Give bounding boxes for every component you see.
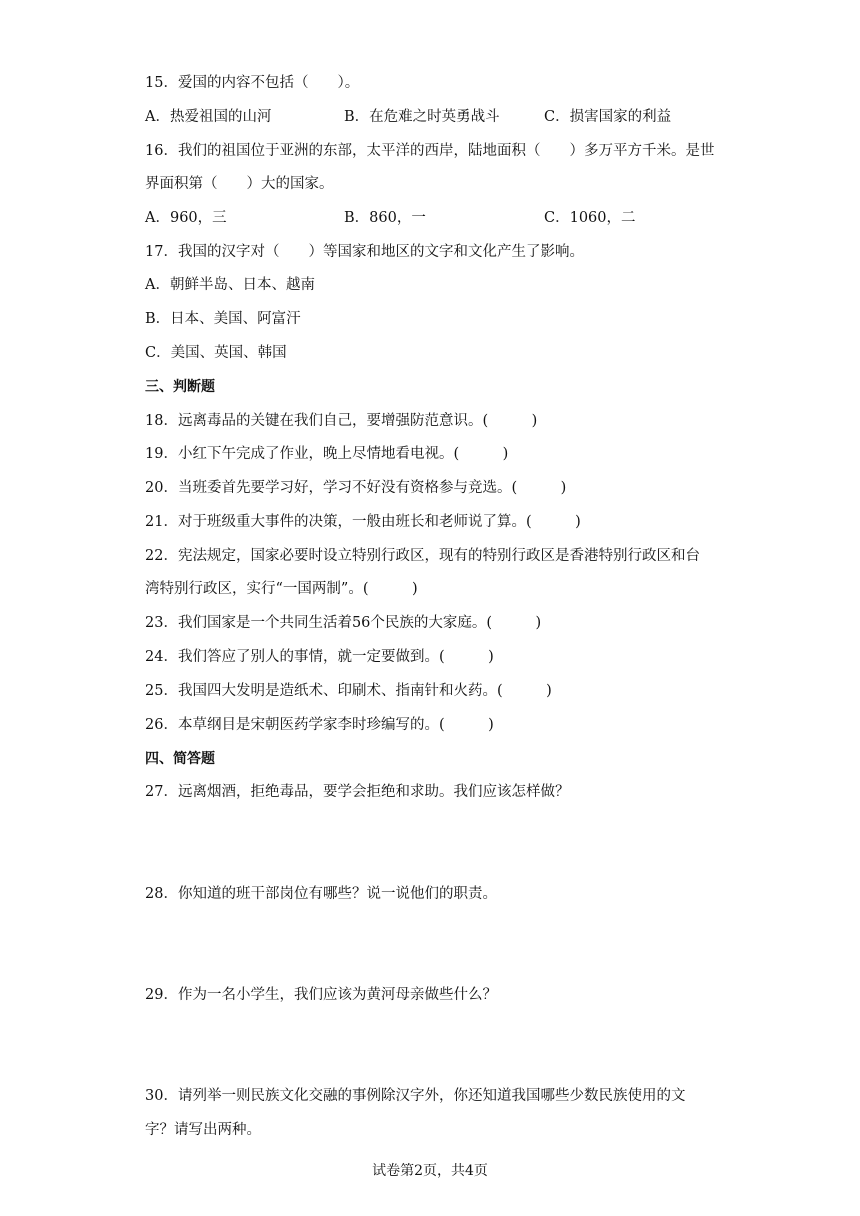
question-16-stem-line2: 界面积第（ ）大的国家。 (145, 176, 334, 192)
judgment-item: 25．我国四大发明是造纸术、印刷术、指南针和火药。( ) (145, 683, 552, 699)
judgment-item: 20．当班委首先要学习好，学习不好没有资格参与竞选。( ) (145, 480, 567, 496)
question-17-option-c: C．美国、英国、韩国 (145, 345, 287, 361)
question-15-option-c: C．损害国家的利益 (544, 109, 672, 125)
question-16-option-c: C．1060，二 (544, 210, 636, 226)
judgment-item: 26．本草纲目是宋朝医药学家李时珍编写的。( ) (145, 717, 494, 733)
judgment-item: 21．对于班级重大事件的决策，一般由班长和老师说了算。( ) (145, 514, 581, 530)
judgment-item-continued: 湾特别行政区，实行“一国两制”。( ) (145, 581, 418, 597)
question-27: 27．远离烟酒，拒绝毒品，要学会拒绝和求助。我们应该怎样做？ (145, 784, 570, 800)
judgment-item: 22．宪法规定，国家必要时设立特别行政区，现有的特别行政区是香港特别行政区和台 (145, 548, 700, 564)
question-16-option-a: A．960，三 (145, 210, 227, 226)
question-17-option-b: B．日本、美国、阿富汗 (145, 311, 301, 327)
question-15-stem: 15．爱国的内容不包括（ ）。 (145, 75, 360, 91)
question-16-stem-line1: 16．我们的祖国位于亚洲的东部，太平洋的西岸，陆地面积（ ）多万平方千米。是世 (145, 143, 715, 159)
judgment-item: 24．我们答应了别人的事情，就一定要做到。( ) (145, 649, 494, 665)
judgment-item: 19．小红下午完成了作业，晚上尽情地看电视。( ) (145, 446, 509, 462)
section-4-heading: 四、简答题 (145, 751, 215, 767)
judgment-item: 18．远离毒品的关键在我们自己，要增强防范意识。( ) (145, 413, 538, 429)
question-17-option-a: A．朝鲜半岛、日本、越南 (145, 277, 315, 293)
question-17-stem: 17．我国的汉字对（ ）等国家和地区的文字和文化产生了影响。 (145, 244, 584, 260)
question-29: 29．作为一名小学生，我们应该为黄河母亲做些什么？ (145, 987, 497, 1003)
question-15-option-a: A．热爱祖国的山河 (145, 109, 272, 125)
question-28: 28．你知道的班干部岗位有哪些？说一说他们的职责。 (145, 886, 497, 902)
judgment-item: 23．我们国家是一个共同生活着56个民族的大家庭。( ) (145, 615, 542, 631)
question-15-option-b: B．在危难之时英勇战斗 (344, 109, 500, 125)
page-footer: 试卷第2页，共4页 (372, 1163, 488, 1179)
question-16-option-b: B．860，一 (344, 210, 426, 226)
section-3-heading: 三、判断题 (145, 379, 215, 395)
question-30-line2: 字？请写出两种。 (145, 1122, 261, 1138)
question-30-line1: 30．请列举一则民族文化交融的事例除汉字外，你还知道我国哪些少数民族使用的文 (145, 1088, 686, 1104)
